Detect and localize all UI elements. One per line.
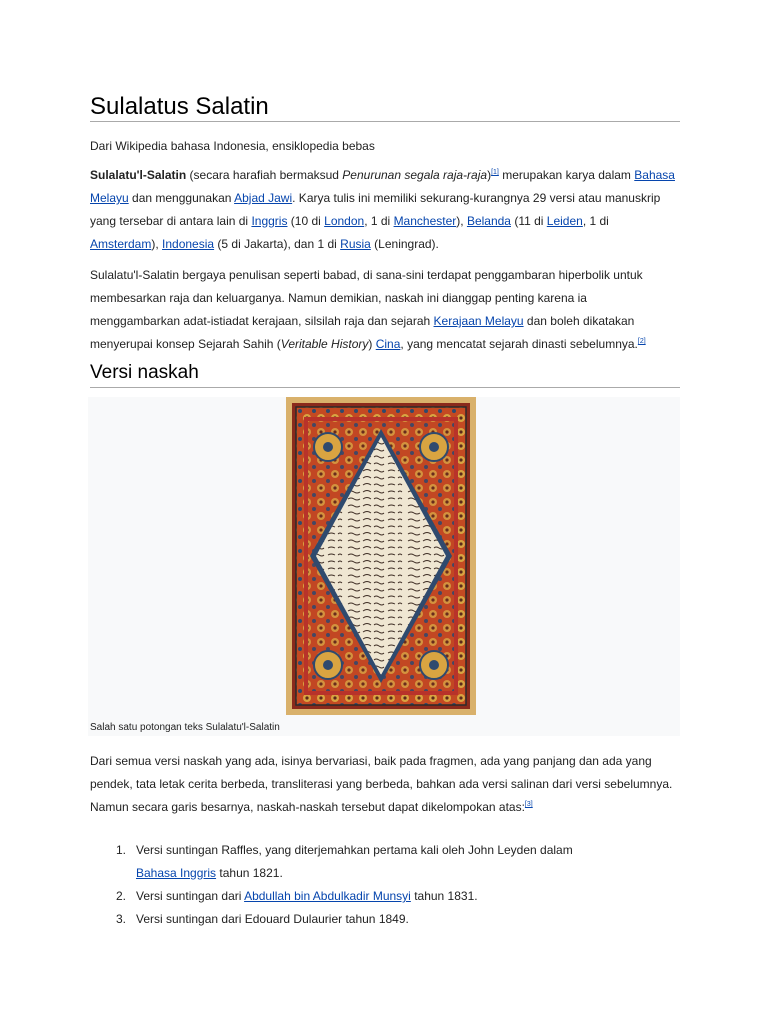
link-inggris[interactable]: Inggris [251, 214, 288, 228]
article-subject: Sulalatu'l-Salatin [90, 168, 187, 182]
link-abdullah-munsyi[interactable]: Abdullah bin Abdulkadir Munsyi [244, 889, 411, 903]
intro-paragraph: Sulalatu'l-Salatin (secara harafiah bermaksud Penurunan segala raja-raja)[1] merupakan karya dalam Bahasa Melayu dan menggunakan Abjad Jawi. Karya tulis ini memiliki sekurang-kurangnya 29 versi atau manuskrip yang tersebar di antara lain di Inggris (10 di London, 1 di Manchester), Belanda (11 di Leiden, 1 di Amsterdam), Indonesia (5 di Jakarta), dan 1 di Rusia (Leningrad). [90, 168, 675, 251]
ref-link-1[interactable]: [1] [491, 169, 499, 176]
list-item: 2. Versi suntingan dari Abdullah bin Abdulkadir Munsyi tahun 1831. [116, 889, 478, 903]
link-cina[interactable]: Cina [375, 337, 401, 351]
link-indonesia[interactable]: Indonesia [162, 237, 215, 251]
link-rusia[interactable]: Rusia [340, 237, 371, 251]
ref-link-2[interactable]: [2] [637, 338, 646, 345]
link-manchester[interactable]: Manchester [393, 214, 457, 228]
page-subtitle: Dari Wikipedia bahasa Indonesia, ensiklopedia bebas [90, 139, 375, 153]
version-list [90, 839, 680, 931]
ref-link-3[interactable]: [3] [524, 801, 533, 808]
link-abjad-jawi[interactable]: Abjad Jawi [234, 191, 293, 205]
manuscript-image[interactable] [286, 397, 476, 715]
versions-paragraph: Dari semua versi naskah yang ada, isinya bervariasi, baik pada fragmen, ada yang panjang dan ada yang pendek, tata letak cerita berbeda, transliterasi yang berbeda, bahkan ada versi salinan dari versi sebelumnya. Namun secara garis besarnya, naskah-naskah tersebut dapat dikelompokan atas:[3] [90, 754, 673, 814]
link-belanda[interactable]: Belanda [466, 214, 511, 228]
link-amsterdam[interactable]: Amsterdam [90, 237, 152, 251]
link-bahasa-melayu[interactable]: Bahasa Melayu [90, 168, 675, 205]
page-title: Sulalatus Salatin [90, 93, 680, 122]
link-kerajaan-melayu[interactable]: Kerajaan Melayu [433, 314, 524, 328]
link-bahasa-inggris[interactable]: Bahasa Inggris [136, 866, 217, 880]
manuscript-figure [88, 397, 680, 736]
description-paragraph: Sulalatu'l-Salatin bergaya penulisan seperti babad, di sana-sini terdapat penggambaran hiperbolik untuk membesarkan raja dan keluarganya. Namun demikian, naskah ini dianggap penting karena ia menggambarkan adat-istiadat kerajaan, silsilah raja dan sejarah Kerajaan Melayu dan boleh dikatakan menyerupai konsep Sejarah Sahih (Veritable History) Cina, yang mencatat sejarah dinasti sebelumnya.[2] [90, 268, 646, 351]
manuscript-illustration [286, 397, 476, 715]
list-item: 3. Versi suntingan dari Edouard Dulaurier tahun 1849. [116, 912, 409, 926]
figure-caption: Salah satu potongan teks Sulalatu'l-Salatin [90, 722, 280, 733]
link-london[interactable]: London [324, 214, 365, 228]
list-item: 1. Versi suntingan Raffles, yang diterjemahkan pertama kali oleh John Leyden dalam Bahasa Inggris tahun 1821. [116, 843, 573, 880]
section-heading-versi-naskah: Versi naskah [90, 361, 680, 388]
link-leiden[interactable]: Leiden [546, 214, 583, 228]
